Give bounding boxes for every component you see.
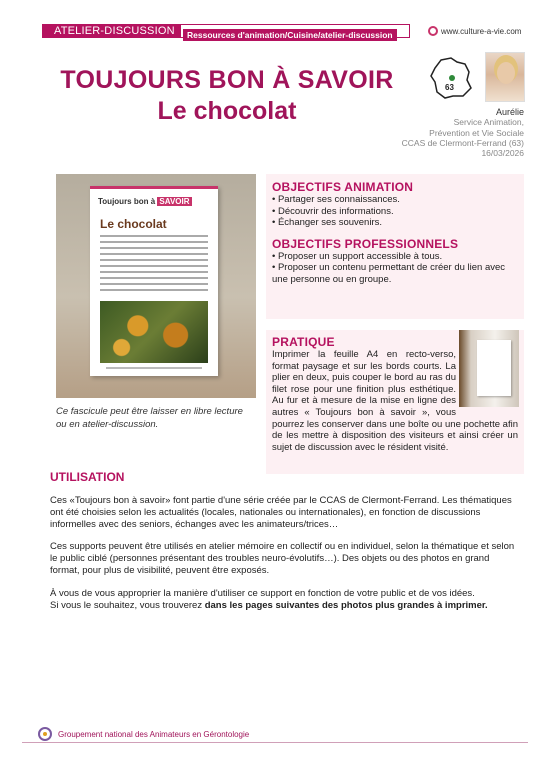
breadcrumb-text[interactable]: Ressources d'animation/Cuisine/atelier-discussion [183, 29, 397, 41]
publication-date: 16/03/2026 [481, 148, 524, 159]
author-service: Service Animation, [453, 117, 524, 128]
ganag-logo-icon [38, 727, 52, 741]
utilisation-paragraph-1: Ces «Toujours bon à savoir» font partie d'une série créée par le CCAS de Clermont-Ferrand. Les thématiques ont été choisies selon les actualités (locales, nationales ou internationales), en fonction de discussions informelles avec des seniors, échanges avec les animateurs/trices… [50, 495, 512, 530]
author-service-2: Prévention et Vie Sociale [429, 127, 524, 138]
printed-leaflet-photo [459, 330, 519, 407]
list-item: • Proposer un support accessible à tous. [272, 250, 443, 262]
leaflet-header [98, 197, 192, 206]
leaflet-card [90, 186, 218, 376]
france-map-icon [427, 56, 475, 100]
objectives-box [266, 174, 524, 319]
list-item: • Partager ses connaissances. [272, 194, 400, 205]
list-item: • Découvrir des informations. [272, 205, 394, 217]
leaflet-header-text: Toujours bon à [98, 197, 156, 206]
author-name: Aurélie [495, 107, 524, 117]
leaflet-title: Le chocolat [100, 217, 167, 231]
leaflet-text-lines [100, 235, 208, 295]
category-label: ATELIER-DISCUSSION [42, 24, 181, 38]
website-link[interactable] [428, 26, 521, 36]
utilisation-sentence-2: Si vous le souhaitez, vous trouverez [50, 599, 205, 611]
pratique-title: PRATIQUE [272, 335, 335, 349]
page-title: TOUJOURS BON À SAVOIR [60, 66, 394, 94]
utilisation-paragraph-3 [50, 588, 520, 612]
footer [38, 727, 249, 741]
breadcrumb [180, 24, 410, 38]
objectives-pro-list [272, 251, 518, 286]
footer-text: Groupement national des Animateurs en Gérontologie [58, 729, 250, 739]
utilisation-paragraph-2: Ces supports peuvent être utilisés en atelier mémoire en collectif ou en individuel, selon la thématique et selon le public ciblé (personnes présentant des troubles neuro-évolutifs…). Des objets ou des photos en grand format, pour plus de visibilité, peuvent être exposés. [50, 541, 515, 576]
author-block [402, 107, 524, 158]
author-photo [485, 52, 525, 102]
list-item: • Proposer un contenu permettant de créer du lien avec une personne ou en groupe. [272, 262, 506, 285]
department-number: 63 [445, 83, 454, 92]
cocoa-pods-image [100, 301, 208, 363]
leaflet-footer [106, 367, 202, 369]
pratique-box [266, 330, 524, 474]
objectives-animation-list [272, 194, 518, 229]
list-item: • Échanger ses souvenirs. [272, 217, 382, 228]
footer-divider [22, 742, 528, 743]
utilisation-bold: dans les pages suivantes des photos plus grandes à imprimer. [204, 599, 488, 611]
photo-caption: Ce fascicule peut être laisser en libre lecture ou en atelier-discussion. [56, 406, 243, 430]
leaflet-photo [56, 174, 256, 398]
utilisation-body [50, 495, 520, 622]
culture-a-vie-logo-icon [428, 26, 438, 36]
utilisation-sentence: À vous de vous approprier la manière d'utiliser ce support en fonction de votre public et de vos idées. [50, 587, 475, 599]
page-subtitle: Le chocolat [157, 97, 297, 125]
objectives-pro-title: OBJECTIFS PROFESSIONNELS [272, 236, 459, 251]
website-url[interactable]: www.culture-a-vie.com [441, 26, 522, 36]
author-organisation: CCAS de Clermont-Ferrand (63) [401, 137, 524, 148]
utilisation-title: UTILISATION [50, 470, 125, 484]
pratique-text: Imprimer la feuille A4 en recto-verso, format paysage et sur les bords courts. La plier en deux, puis couper le bord au ras du filet rose pour une finition plus esthétique. Au fur et à mesure de la mise en ligne des autres « Toujours bon à savoir », vous pourrez les conserver dans une boîte ou une pochette afin de les mettre à disposition des visiteurs et ainsi créer un sujet de discussion avec le résident visité. [272, 349, 518, 453]
header-band [42, 24, 410, 38]
objectives-animation-title: OBJECTIFS ANIMATION [272, 180, 414, 194]
leaflet-header-highlight: SAVOIR [159, 197, 190, 206]
